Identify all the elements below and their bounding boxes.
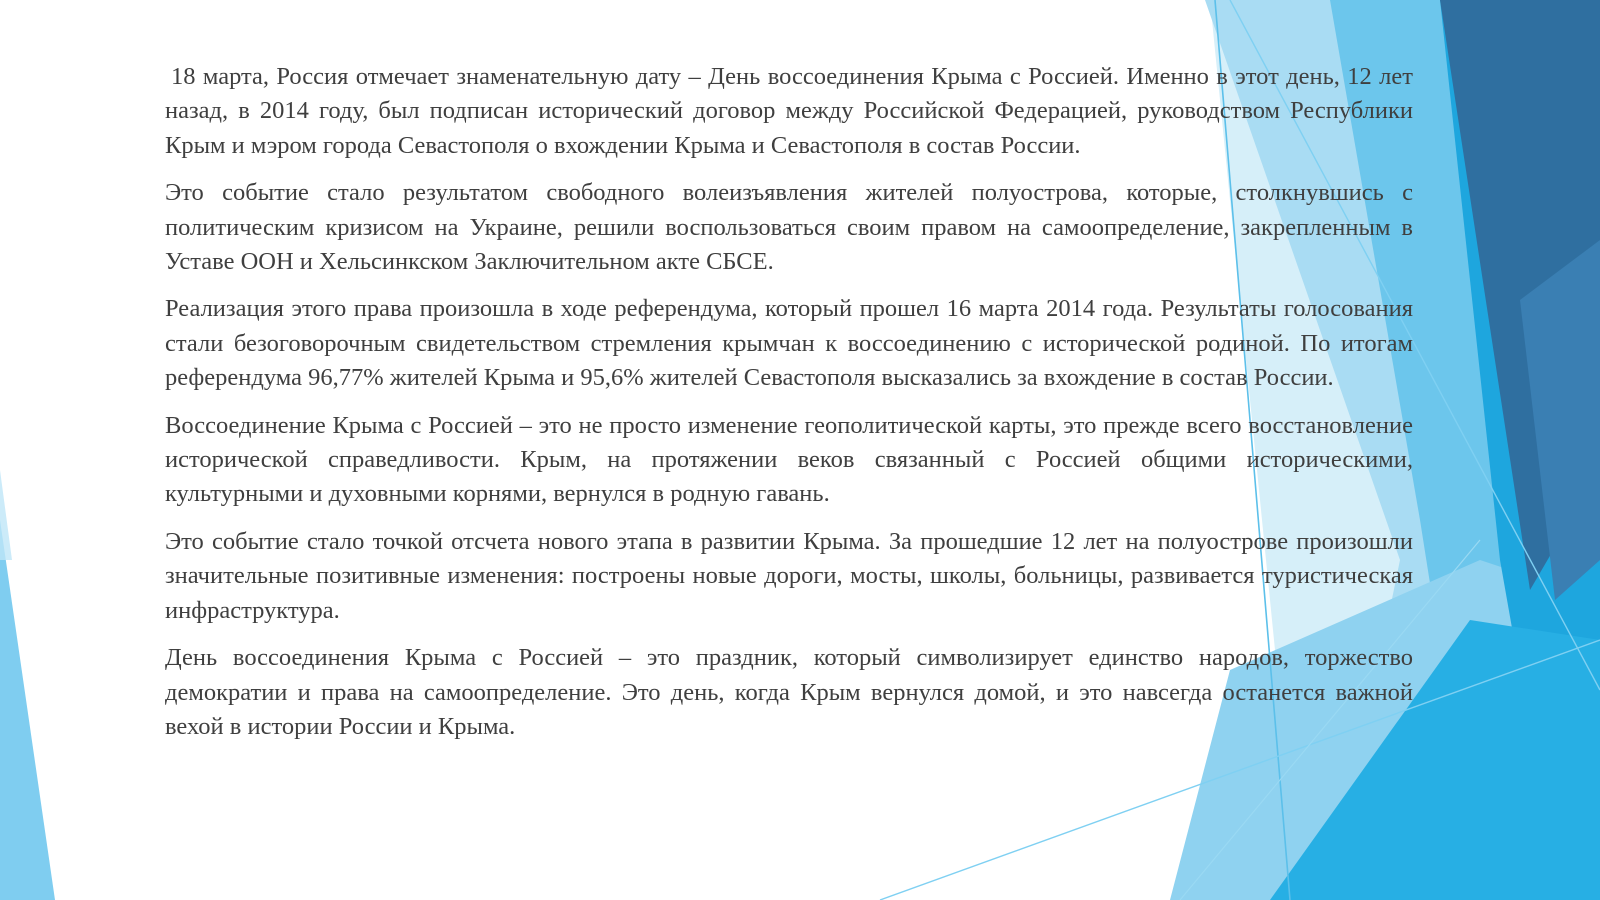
left-accent-shape	[0, 520, 55, 900]
paragraph-5: Это событие стало точкой отсчета нового этапа в развитии Крыма. За прошедшие 12 лет на полуострове произошли значительные позитивные изменения: построены новые дороги, мосты, школы, больницы, развивается туристическая инфраструктура.	[165, 527, 1413, 624]
paragraph-1: 18 марта, Россия отмечает знаменательную дату – День воссоединения Крыма с Россией. Именно в этот день, 12 лет назад, в 2014 году, был подписан исторический договор между Российской Федерацией, руководством Республики Крым и мэром города Севастополя о вхождении Крыма и Севастополя в состав России.	[165, 63, 1413, 159]
paragraph-4: Воссоединение Крыма с Россией – это не просто изменение геополитической карты, это прежде всего восстановление исторической справедливости. Крым, на протяжении веков связанный с Россией общими историческими, культурными и духовными корнями, вернулся в родную гавань.	[165, 411, 1413, 508]
paragraph-6: День воссоединения Крыма с Россией – это праздник, который символизирует единство народов, торжество демократии и права на самоопределение. Это день, когда Крым вернулся домой, и это навсегда останется важной вехой в истории России и Крыма.	[165, 644, 1413, 740]
paragraph-2: Это событие стало результатом свободного волеизъявления жителей полуострова, которые, столкнувшись с политическим кризисом на Украине, решили воспользоваться своим правом на самоопределение, закрепленным в Уставе ООН и Хельсинкском Заключительном акте СБСЕ.	[165, 179, 1413, 276]
paragraph-3: Реализация этого права произошла в ходе референдума, который прошел 16 марта 2014 года. Результаты голосования стали безоговорочным свидетельством стремления крымчан к воссоединению с исторической родиной. По итогам референдума 96,77% жителей Крыма и 95,6% жителей Севастополя высказались за вхождение в состав России.	[165, 295, 1413, 392]
left-accent-shape-light	[0, 470, 12, 560]
body-text	[165, 60, 1413, 757]
